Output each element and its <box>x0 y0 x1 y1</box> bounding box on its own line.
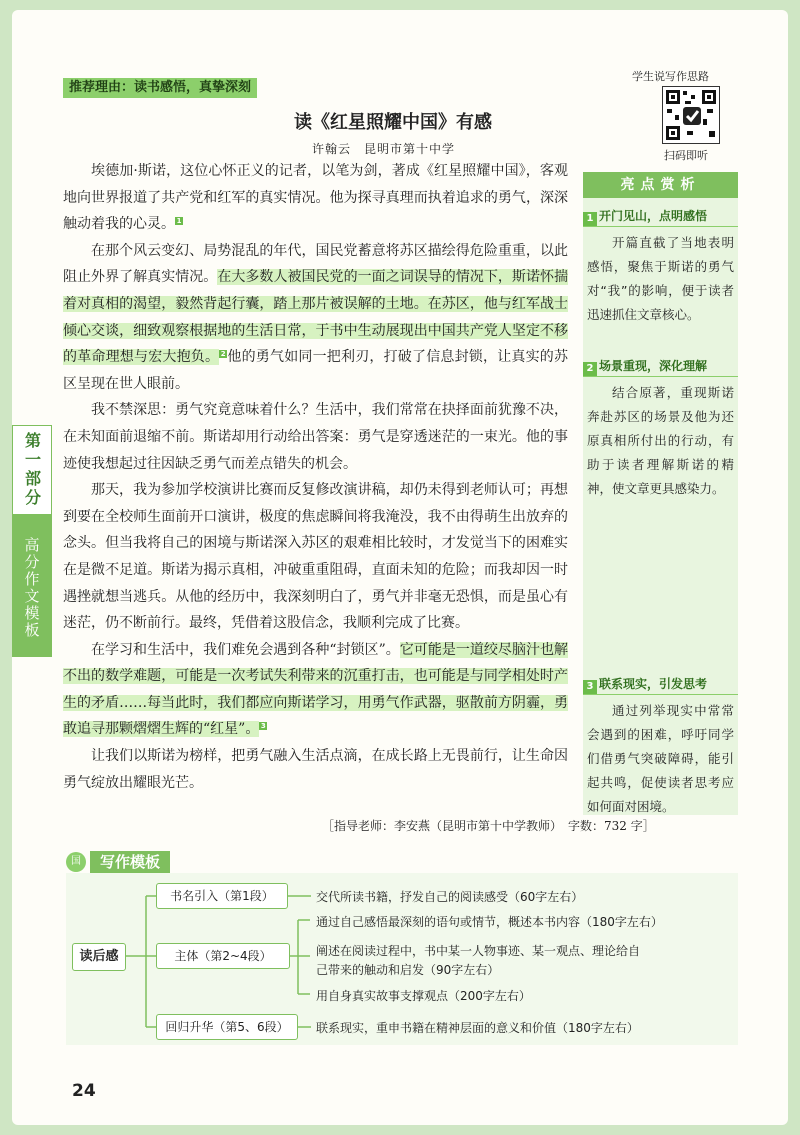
number-badge: 1 <box>583 212 597 226</box>
side-tab <box>12 425 52 657</box>
highlight-section-1: 1 开门见山，点明感悟 开篇直截了当地表明感悟，聚焦于斯诺的勇气对“我”的影响，便于读者迅速抓住文章核心。 <box>583 206 738 327</box>
article-author: 许翰云 昆明市第十中学 <box>312 142 456 156</box>
template-heading: 写作模板 <box>90 851 170 873</box>
marker-3: 3 <box>260 721 266 730</box>
qr-code-icon[interactable] <box>662 86 720 144</box>
template-badge-icon: 国 <box>66 852 86 872</box>
paragraph: 在学习和生活中，我们难免会遇到各种“封锁区”。它可能是一道绞尽脑汁也解不出的数学难题，可能是一次考试失利带来的沉重打击，也可能是与同学相处时产生的矛盾……每当此时，我们都应向斯诺学习，用勇气作武器，驱散前方阴霾，勇敢追寻那颗熠熠生辉的“红星”。 3 <box>63 641 568 738</box>
qr-subtitle: 扫码即听 <box>664 149 708 162</box>
template-node-intro: 书名引入（第1段） <box>156 883 288 909</box>
highlights-panel <box>583 172 738 815</box>
highlight-section-3: 3 联系现实，引发思考 通过列举现实中常常会遇到的困难，呼吁同学们借勇气突破障碍，能引起共鸣，促使读者思考应如何面对困境。 <box>583 674 738 819</box>
marker-1: 1 <box>176 216 182 225</box>
paragraph: 埃德加·斯诺，这位心怀正义的记者，以笔为剑，著成《红星照耀中国》，客观地向世界报道了共产党和红军的真实情况。他为探寻真理而执着追求的勇气，深深触动着我的心灵。 1 <box>63 163 568 233</box>
template-desc-intro: 交代所读书籍，抒发自己的阅读感受（60字左右） <box>316 890 584 904</box>
template-header <box>66 851 738 875</box>
template-root-node: 读后感 <box>72 943 126 971</box>
template-desc-body-3: 用自身真实故事支撑观点（200字左右） <box>316 989 531 1003</box>
page-number: 24 <box>72 1081 96 1101</box>
template-desc-body-1: 通过自己感悟最深刻的语句或情节，概述本书内容（180字左右） <box>316 915 663 929</box>
template-desc-conclusion: 联系现实，重申书籍在精神层面的意义和价值（180字左右） <box>316 1021 639 1035</box>
paragraph: 在那个风云变幻、局势混乱的年代，国民党蓄意将苏区描绘得危险重重，以此阻止外界了解真实情况。在大多数人被国民党的一面之词误导的情况下，斯诺怀揣着对真相的渴望，毅然背起行囊，踏上那片被误解的土地。在苏区，他与红军战士倾心交谈，细致观察根据地的生活日常，于书中生动展现出中国共产党人坚定不移的革命理想与宏大抱负。 2 他的勇气如同一把利刃，打破了信息封锁，让真实的苏区呈现在世人眼前。 <box>63 242 569 392</box>
article-title: 读《红星照耀中国》有感 <box>294 112 492 133</box>
qr-title: 学生说写作思路 <box>632 70 709 83</box>
highlight-text: 它可能是一道绞尽脑汁也解不出的数学难题，可能是一次考试失利带来的沉重打击，也可能是与同学相处时产生的矛盾……每当此时，我们都应向斯诺学习，用勇气作武器，驱散前方阴霾，勇敢追寻那颗熠熠生辉的“红星”。 <box>63 641 568 738</box>
template-desc-body-2: 阐述在阅读过程中，书中某一人物事迹、某一观点、理论给自 <box>316 944 641 958</box>
number-badge: 3 <box>583 680 597 694</box>
template-node-body: 主体（第2~4段） <box>156 943 290 969</box>
highlights-heading: 亮点赏析 <box>583 172 738 198</box>
side-part-label: 第一部分 <box>12 425 52 515</box>
template-diagram <box>66 873 738 1045</box>
side-section-label: 高分作文模板 <box>22 537 41 639</box>
paragraph: 我不禁深思：勇气究竟意味着什么？生活中，我们常常在抉择面前犹豫不决，在未知面前退缩不前。斯诺却用行动给出答案：勇气是穿透迷茫的一束光。他的事迹使我想起过往因缺乏勇气而差点错失的机会。 <box>63 402 568 472</box>
article-body <box>63 158 568 796</box>
highlight-text: 在大多数人被国民党的一面之词误导的情况下，斯诺怀揣着对真相的渴望，毅然背起行囊，踏上那片被误解的土地。在苏区，他与红军战士倾心交谈，细致观察根据地的生活日常，于书中生动展现出中国共产党人坚定不移的革命理想与宏大抱负。 <box>63 269 569 366</box>
number-badge: 2 <box>583 362 597 376</box>
recommend-reason: 推荐理由：读书感悟，真挚深刻 <box>63 78 257 98</box>
paragraph: 让我们以斯诺为榜样，把勇气融入生活点滴，在成长路上无畏前行，让生命因勇气绽放出耀眼光芒。 <box>63 748 568 791</box>
teacher-note: ［指导老师：李安燕（昆明市第十中学教师） 字数：732 字］ <box>322 819 655 833</box>
paragraph: 那天，我为参加学校演讲比赛而反复修改演讲稿，却仍未得到老师认可；再想到要在全校师生面前开口演讲，极度的焦虑瞬间将我淹没，我不由得萌生出放弃的念头。但当我将自己的困境与斯诺深入苏区的艰难相比较时，才发觉当下的困难实在是微不足道。斯诺为揭示真相，冲破重重阻碍，直面未知的危险；而我却因一时遇挫就想当逃兵。从他的经历中，我深刻明白了，勇气并非毫无恐惧，而是虽心有迷茫，仍不断前行。最终，凭借着这股信念，我顺利完成了比赛。 <box>63 482 568 632</box>
highlight-section-2: 2 场景重现，深化理解 结合原著，重现斯诺奔赴苏区的场景及他为还原真相所付出的行动，有助于读者理解斯诺的精神，使文章更具感染力。 <box>583 356 738 501</box>
marker-2: 2 <box>220 349 226 358</box>
template-desc-body-2b: 己带来的触动和启发（90字左右） <box>316 963 500 977</box>
template-node-conclusion: 回归升华（第5、6段） <box>156 1014 298 1040</box>
